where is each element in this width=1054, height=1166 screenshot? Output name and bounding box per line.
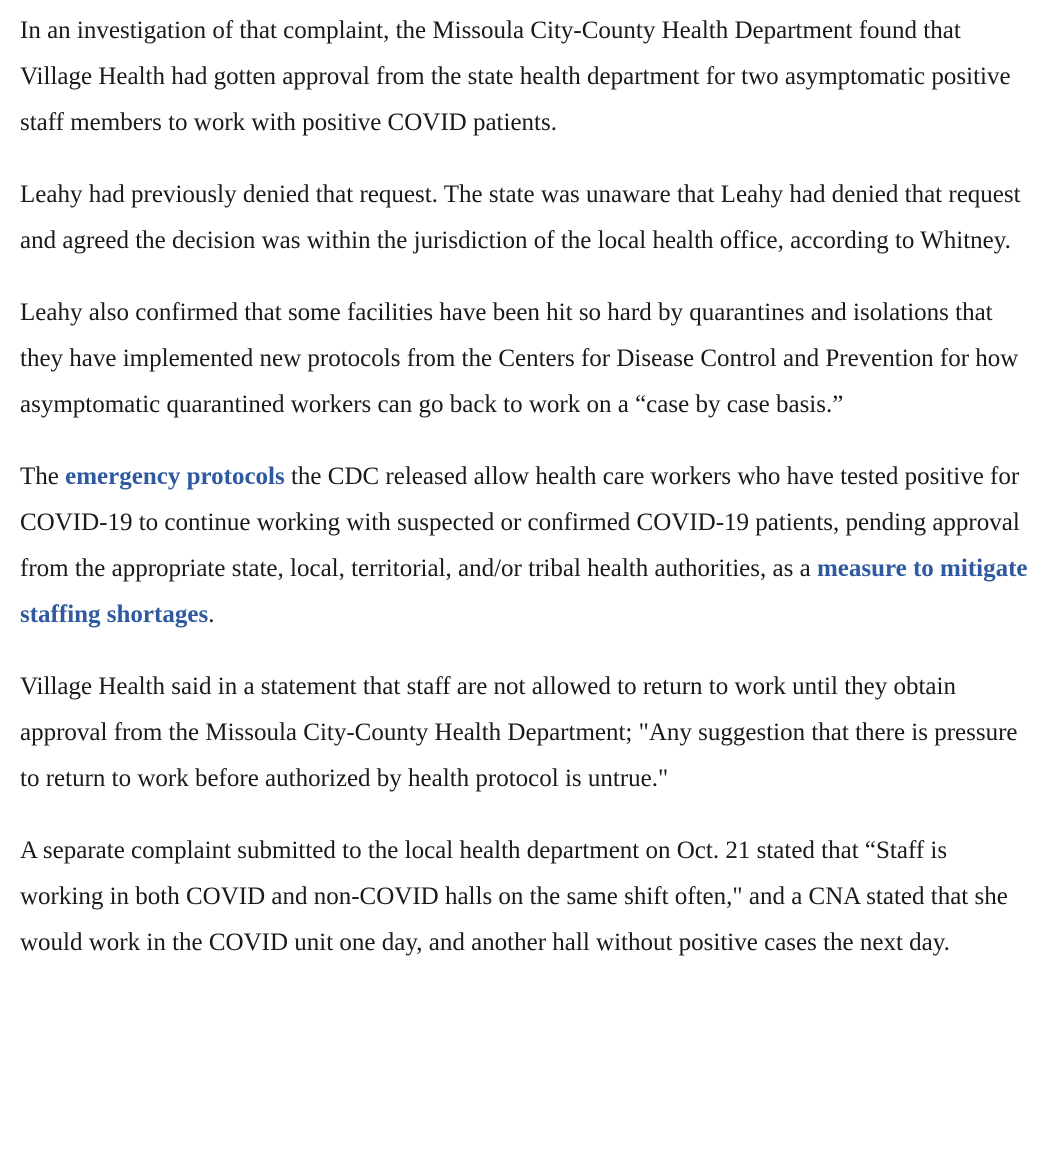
paragraph-separate-complaint: A separate complaint submitted to the local health department on Oct. 21 stated that “Staff is working in both COVID and non-COVID halls on the same shift often," and a CNA stated that she would work in the COVID unit one day, and another hall without positive cases the next day. (20, 837, 1008, 956)
paragraph-denied-request: Leahy had previously denied that request. The state was unaware that Leahy had denied that request and agreed the decision was within the jurisdiction of the local health office, according to Whitney. (20, 181, 1021, 254)
staffing-shortages-link[interactable]: measure to mitigate staffing shortages (20, 555, 1028, 628)
paragraph-investigation: In an investigation of that complaint, the Missoula City-County Health Department found that Village Health had gotten approval from the state health department for two asymptomatic positive staff members to work with positive COVID patients. (20, 17, 1011, 136)
paragraph-text-middle: the CDC released allow health care workers who have tested positive for COVID-19 to continue working with suspected or confirmed COVID-19 patients, pending approval from the appropriate state, local, territorial, and/or tribal health authorities, as a (20, 463, 1020, 582)
paragraph-text-before: The (20, 463, 66, 490)
paragraph-new-protocols: Leahy also confirmed that some facilities have been hit so hard by quarantines and isolations that they have implemented new protocols from the Centers for Disease Control and Prevention for how asymptomatic quarantined workers can go back to work on a “case by case basis.” (20, 299, 1019, 418)
paragraph-village-health-statement: Village Health said in a statement that staff are not allowed to return to work until they obtain approval from the Missoula City-County Health Department; "Any suggestion that there is pressure to return to work before authorized by health protocol is untrue." (20, 673, 1018, 792)
emergency-protocols-link[interactable]: emergency protocols (65, 463, 285, 490)
paragraph-cdc-protocols (20, 454, 1032, 638)
paragraph-text-after: . (208, 601, 215, 628)
